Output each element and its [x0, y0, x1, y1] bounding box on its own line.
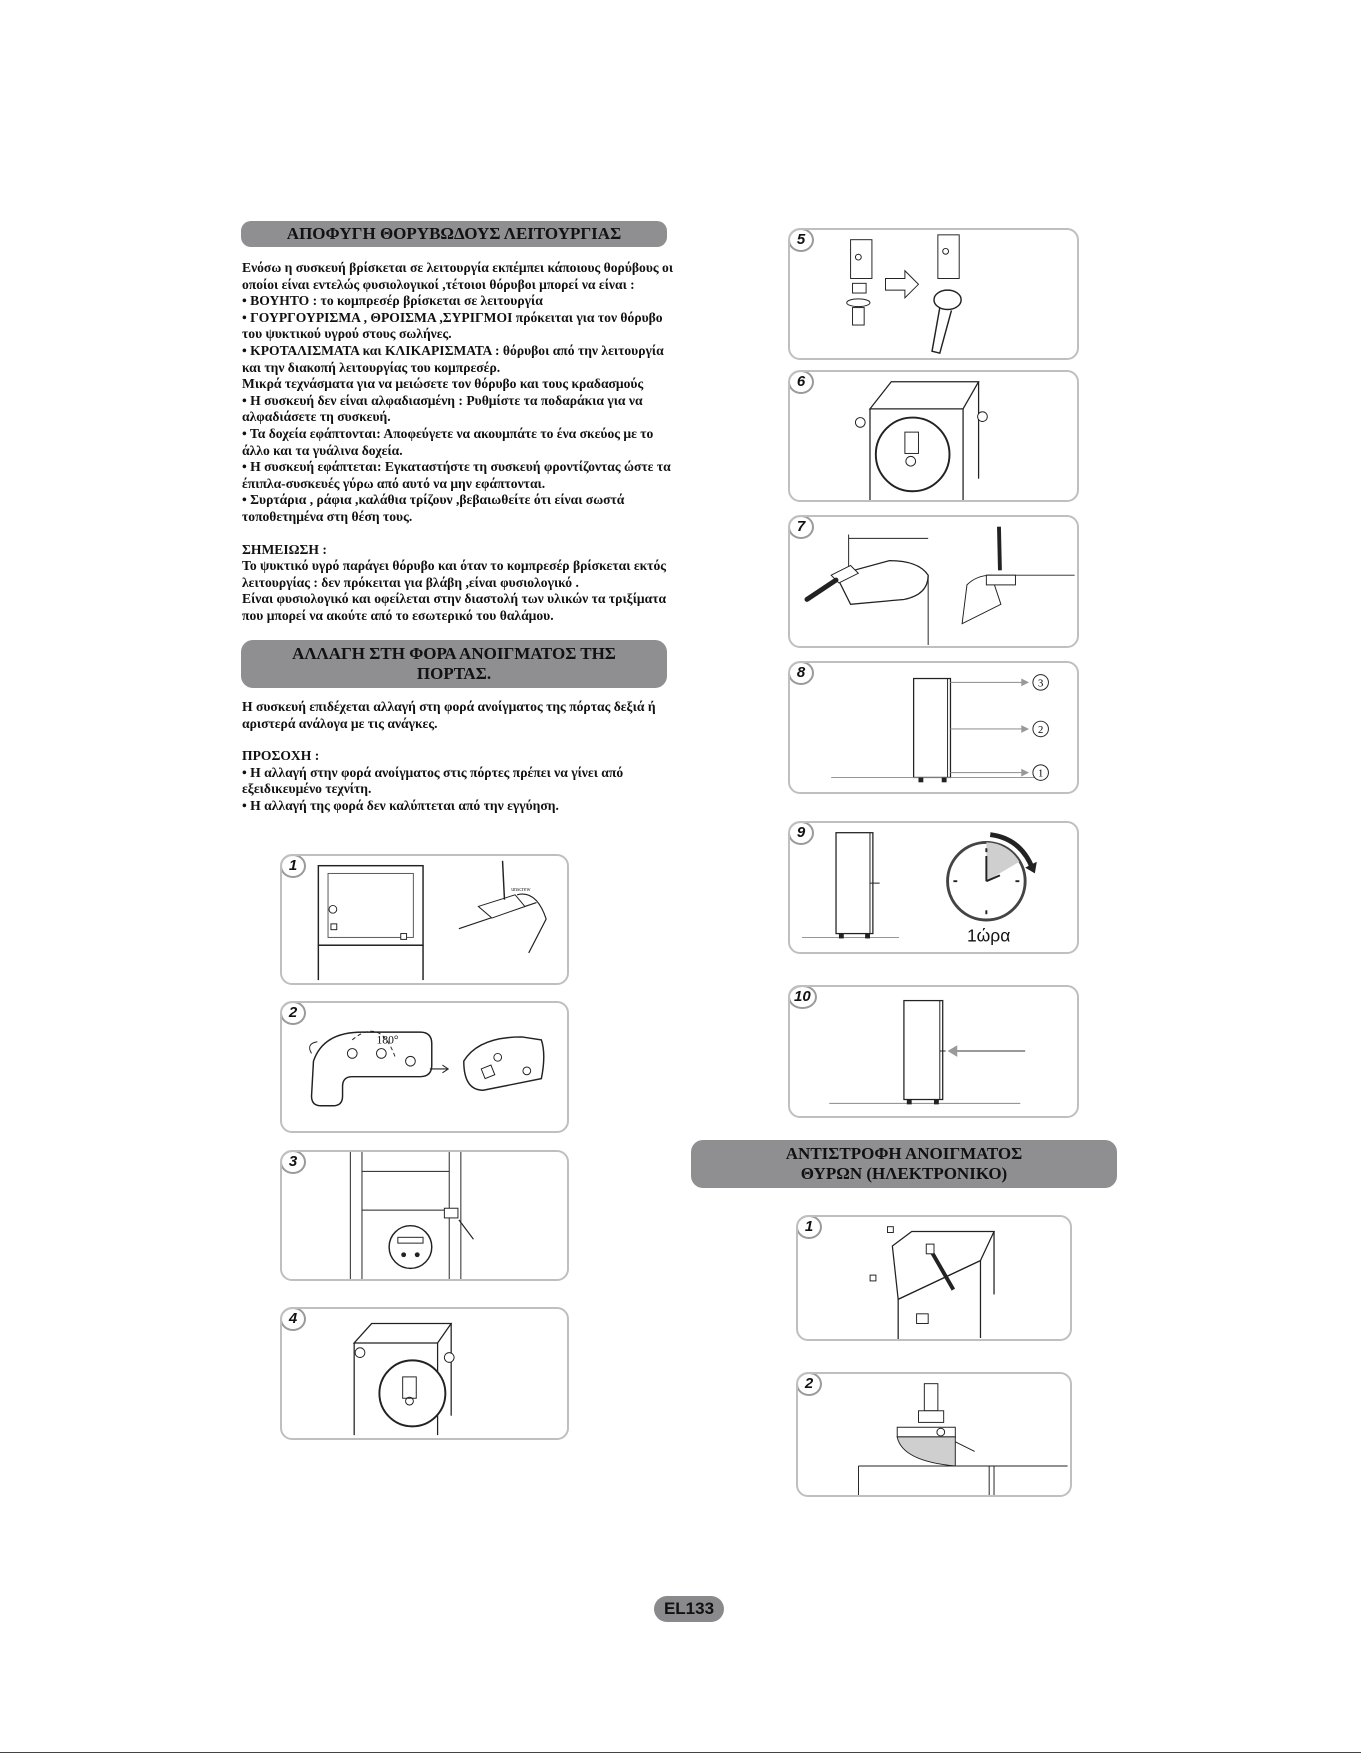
- step-number-10: 10: [788, 985, 817, 1009]
- wait-label-unit: ώρα: [976, 925, 1011, 946]
- note-title: ΣΗΜΕΙΩΣΗ :: [242, 541, 327, 557]
- figure-wait-one-hour: [790, 823, 1077, 952]
- step-panel-4: [280, 1307, 569, 1440]
- section-title-reverse-line2: ΘΥΡΩΝ (ΗΛΕΚΤΡΟΝΙΚΟ): [800, 1164, 1008, 1183]
- step-number-3: 3: [280, 1150, 306, 1174]
- wait-label: [967, 925, 1010, 945]
- figure-refit-door: [790, 663, 1077, 792]
- step-panel-1: [280, 854, 569, 985]
- figure-close-door: [790, 987, 1077, 1116]
- door-line: αριστερά ανάλογα με τις ανάγκες.: [242, 715, 438, 731]
- step-panel-9: [788, 821, 1079, 954]
- bottom-rule: [0, 1752, 1361, 1753]
- section-title-door-line2: ΠΟΡΤΑΣ.: [416, 664, 492, 683]
- door-text-block: [242, 699, 682, 815]
- note-line: Το ψυκτικό υγρό παράγει θόρυβο και όταν το κομπρεσέρ βρίσκεται εκτός: [242, 558, 666, 574]
- step-panel-8: [788, 661, 1079, 794]
- figure-electronic-top-cover: [798, 1217, 1070, 1339]
- angle-label: 180°: [376, 1033, 399, 1047]
- figure-hinge-detail: [282, 1309, 567, 1438]
- noise-line: • ΓΟΥΡΓΟΥΡΙΣΜΑ , ΘΡΟΙΣΜΑ ,ΣΥΡΙΓΜΟΙ πρόκειται για τον θόρυβο: [242, 309, 663, 325]
- unscrew-label: unscrew: [511, 886, 531, 893]
- step-number-2: 2: [280, 1001, 306, 1025]
- section-title-noise-text: ΑΠΟΦΥΓΗ ΘΟΡΥΒΩΔΟΥΣ ΛΕΙΤΟΥΡΓΙΑΣ: [286, 223, 622, 243]
- figure-fit-bottom-hinge: [790, 517, 1077, 646]
- noise-line: • ΒΟΥΗΤΟ : το κομπρεσέρ βρίσκεται σε λειτουργία: [242, 293, 543, 309]
- callout-3: 3: [1038, 678, 1044, 690]
- step-number-9: 9: [788, 821, 814, 845]
- noise-line: του ψυκτικού υγρού στους σωλήνες.: [242, 326, 452, 342]
- noise-line: • Η συσκευή δεν είναι αλφαδιασμένη : Ρυθμίστε τα ποδαράκια για να: [242, 392, 643, 408]
- noise-line: οποίοι είναι εντελώς φυσιολογικοί ,τέτοιοι θόρυβοι μπορεί να είναι :: [242, 276, 635, 292]
- step-number-7: 7: [788, 515, 814, 539]
- noise-line: αλφαδιάσετε τη συσκευή.: [242, 409, 391, 425]
- note-line: που μπορεί να ακούτε από το εσωτερικό του θαλάμου.: [242, 607, 554, 623]
- caution-line: εξειδικευμένο τεχνίτη.: [242, 781, 372, 797]
- noise-line: Ενόσω η συσκευή βρίσκεται σε λειτουργία εκπέμπει κάποιους θορύβους οι: [242, 260, 674, 275]
- step-number-4: 4: [280, 1307, 306, 1331]
- section-title-reverse: [691, 1140, 1117, 1188]
- step-panel-2: [280, 1001, 569, 1133]
- electronic-step-panel-1: [796, 1215, 1072, 1341]
- figure-rotate-hinge: [282, 1003, 567, 1131]
- noise-line: • Συρτάρια , ράφια ,καλάθια τρίζουν ,βεβαιωθείτε ότι είναι σωστά: [242, 492, 625, 508]
- step-panel-6: [788, 370, 1079, 502]
- figure-door-removal: [282, 1152, 567, 1279]
- step-panel-3: [280, 1150, 569, 1281]
- noise-line: και την διακοπή λειτουργίας του κομπρεσέρ.: [242, 359, 501, 375]
- caution-title: ΠΡΟΣΟΧΗ :: [242, 748, 320, 764]
- noise-line: έπιπλα-συσκευές γύρω από αυτό να μην εφάπτονται.: [242, 475, 546, 491]
- electronic-step-number-1: 1: [796, 1215, 822, 1239]
- wait-label-number: 1: [966, 925, 977, 946]
- page-number-badge: EL133: [654, 1596, 724, 1622]
- noise-line: Μικρά τεχνάσματα για να μειώσετε τον θόρυβο και τους κραδασμούς: [242, 376, 644, 392]
- noise-text-block: [242, 260, 682, 624]
- section-title-noise: [241, 221, 667, 247]
- noise-line: • Η συσκευή εφάπτεται: Εγκαταστήστε τη συσκευή φροντίζοντας ώστε τα: [242, 459, 671, 475]
- noise-line: • Τα δοχεία εφάπτονται: Αποφεύγετε να ακουμπάτε το ένα σκεύος με το: [242, 425, 654, 441]
- electronic-step-panel-2: [796, 1372, 1072, 1497]
- step-number-1: 1: [280, 854, 306, 878]
- step-number-5: 5: [788, 228, 814, 252]
- callout-2: 2: [1038, 724, 1044, 736]
- caution-line: • Η αλλαγή της φορά δεν καλύπτεται από την εγγύηση.: [242, 797, 559, 813]
- section-title-door-line1: ΑΛΛΑΓΗ ΣΤΗ ΦΟΡΑ ΑΝΟΙΓΜΑΤΟΣ ΤΗΣ: [292, 643, 616, 663]
- callout-1: 1: [1038, 768, 1044, 780]
- note-line: Είναι φυσιολογικό και οφείλεται στην διαστολή των υλικών τα τριξίματα: [242, 591, 667, 607]
- note-line: λειτουργίας : δεν πρόκειται για βλάβη ,είναι φυσιολογικό .: [242, 574, 579, 590]
- step-number-8: 8: [788, 661, 814, 685]
- caution-line: • Η αλλαγή στην φορά ανοίγματος στις πόρτες πρέπει να γίνει από: [242, 764, 624, 780]
- electronic-step-number-2: 2: [796, 1372, 822, 1396]
- figure-move-hinge: [790, 372, 1077, 500]
- figure-hinge-pin: [790, 230, 1077, 358]
- step-panel-7: [788, 515, 1079, 648]
- noise-line: • ΚΡΟΤΑΛΙΣΜΑΤΑ και ΚΛΙΚΑΡΙΣΜΑΤΑ : θόρυβοι από την λειτουργία: [242, 342, 664, 358]
- section-title-reverse-line1: ΑΝΤΙΣΤΡΟΦΗ ΑΝΟΙΓΜΑΤΟΣ: [785, 1143, 1023, 1163]
- figure-remove-top-cover: [282, 856, 567, 983]
- noise-line: τοποθετημένα στη θέση τους.: [242, 508, 413, 524]
- step-number-6: 6: [788, 370, 814, 394]
- noise-line: άλλο και τα γυάλινα δοχεία.: [242, 442, 403, 458]
- step-panel-10: [788, 985, 1079, 1118]
- figure-electronic-hinge: [798, 1374, 1070, 1495]
- step-panel-5: [788, 228, 1079, 360]
- door-line: Η συσκευή επιδέχεται αλλαγή στη φορά ανοίγματος της πόρτας δεξιά ή: [242, 699, 656, 714]
- section-title-door: [241, 640, 667, 688]
